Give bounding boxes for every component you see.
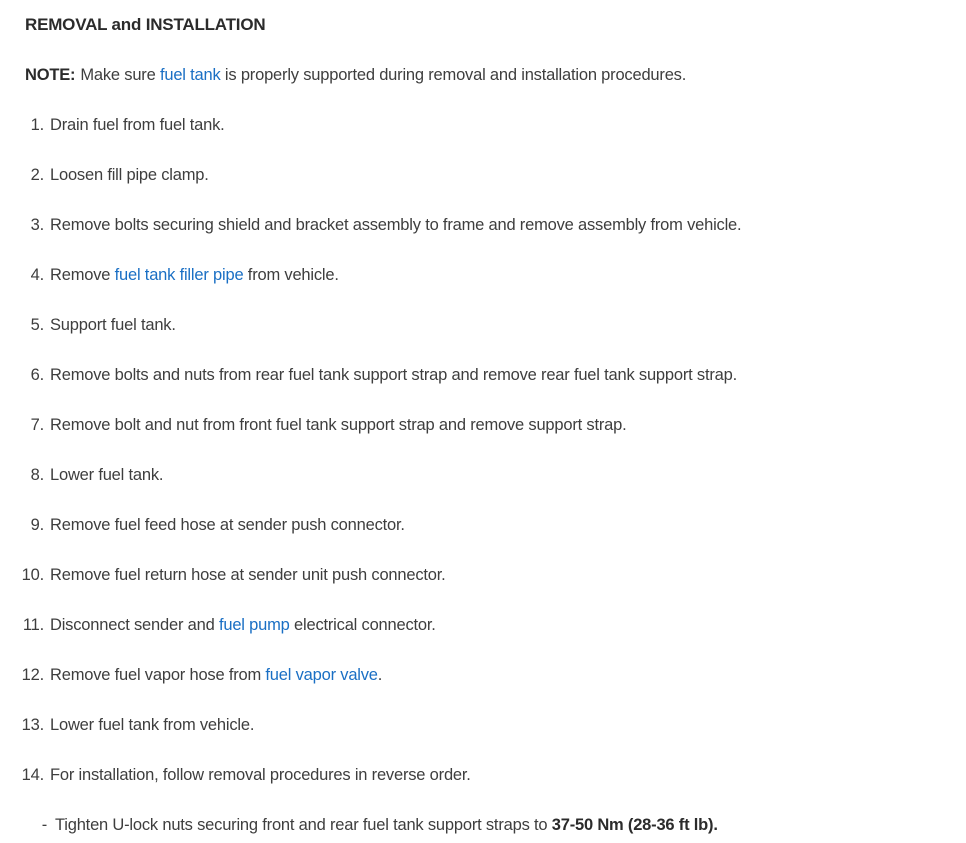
dash-bullet-marker: - bbox=[41, 815, 47, 834]
step-row-2 bbox=[0, 150, 966, 200]
text-segment: . bbox=[377, 665, 383, 684]
step-row-14 bbox=[0, 750, 966, 800]
text-segment: from vehicle. bbox=[243, 265, 339, 284]
step-row-4 bbox=[0, 250, 966, 300]
step-text bbox=[50, 716, 254, 735]
step-number: 14. bbox=[21, 765, 44, 784]
text-segment: electrical connector. bbox=[289, 615, 436, 634]
step-text bbox=[50, 366, 737, 385]
step-text bbox=[50, 116, 225, 135]
step-text bbox=[50, 666, 382, 685]
step-row-8 bbox=[0, 450, 966, 500]
step-text bbox=[50, 466, 163, 485]
text-segment: is properly supported during removal and installation procedures. bbox=[220, 65, 687, 84]
step-row-6 bbox=[0, 350, 966, 400]
text-segment: Remove fuel vapor hose from bbox=[50, 665, 266, 684]
text-segment: For installation, follow removal procedures in reverse order. bbox=[50, 765, 471, 784]
step-number: 12. bbox=[21, 665, 44, 684]
bold-text: 37-50 Nm (28-36 ft lb). bbox=[551, 815, 718, 834]
text-segment: Lower fuel tank. bbox=[50, 465, 164, 484]
text-segment: Remove bolts securing shield and bracket assembly to frame and remove assembly from vehicle. bbox=[50, 215, 742, 234]
step-number: 1. bbox=[30, 115, 44, 134]
step-number: 4. bbox=[30, 265, 44, 284]
step-text bbox=[50, 766, 471, 785]
text-segment: Support fuel tank. bbox=[50, 315, 176, 334]
step-row-3 bbox=[0, 200, 966, 250]
step-number: 2. bbox=[30, 165, 44, 184]
step-row-11 bbox=[0, 600, 966, 650]
note-paragraph bbox=[0, 50, 966, 100]
step-text bbox=[50, 316, 176, 335]
note-text bbox=[80, 66, 686, 85]
text-segment: Loosen fill pipe clamp. bbox=[50, 165, 209, 184]
steps-list bbox=[0, 100, 966, 800]
step-number: 9. bbox=[30, 515, 44, 534]
step-text bbox=[50, 516, 405, 535]
step-text bbox=[50, 166, 209, 185]
step-row-1 bbox=[0, 100, 966, 150]
step-text bbox=[50, 566, 446, 585]
step-row-5 bbox=[0, 300, 966, 350]
text-segment: Remove fuel return hose at sender unit push connector. bbox=[50, 565, 446, 584]
text-segment: Remove fuel feed hose at sender push connector. bbox=[50, 515, 405, 534]
step-number: 10. bbox=[21, 565, 44, 584]
step-number: 6. bbox=[30, 365, 44, 384]
page-title: REMOVAL and INSTALLATION bbox=[25, 15, 266, 34]
step-number: 3. bbox=[30, 215, 44, 234]
sub-bullet-row bbox=[0, 800, 966, 843]
step-number: 13. bbox=[21, 715, 44, 734]
link-fuel-vapor-valve[interactable]: fuel vapor valve bbox=[265, 665, 378, 684]
link-fuel-tank[interactable]: fuel tank bbox=[159, 65, 221, 84]
text-segment: Remove bolts and nuts from rear fuel tank support strap and remove rear fuel tank support strap. bbox=[50, 365, 737, 384]
step-number: 8. bbox=[30, 465, 44, 484]
link-fuel-tank-filler-pipe[interactable]: fuel tank filler pipe bbox=[114, 265, 244, 284]
link-fuel-pump[interactable]: fuel pump bbox=[218, 615, 290, 634]
step-row-7 bbox=[0, 400, 966, 450]
text-segment: Tighten U-lock nuts securing front and rear fuel tank support straps to bbox=[55, 815, 552, 834]
step-text bbox=[50, 416, 626, 435]
step-row-10 bbox=[0, 550, 966, 600]
step-row-13 bbox=[0, 700, 966, 750]
step-text bbox=[50, 266, 339, 285]
text-segment: Remove bolt and nut from front fuel tank support strap and remove support strap. bbox=[50, 415, 627, 434]
step-text bbox=[50, 216, 741, 235]
step-row-9 bbox=[0, 500, 966, 550]
text-segment: Lower fuel tank from vehicle. bbox=[50, 715, 255, 734]
step-row-12 bbox=[0, 650, 966, 700]
step-number: 5. bbox=[30, 315, 44, 334]
text-segment: Remove bbox=[50, 265, 115, 284]
text-segment: Drain fuel from fuel tank. bbox=[50, 115, 225, 134]
step-number: 7. bbox=[30, 415, 44, 434]
sub-bullet-text bbox=[55, 816, 718, 835]
step-number: 11. bbox=[22, 615, 44, 634]
step-text bbox=[50, 616, 436, 635]
note-label: NOTE: bbox=[25, 65, 76, 84]
text-segment: Disconnect sender and bbox=[50, 615, 219, 634]
text-segment: Make sure bbox=[80, 65, 160, 84]
